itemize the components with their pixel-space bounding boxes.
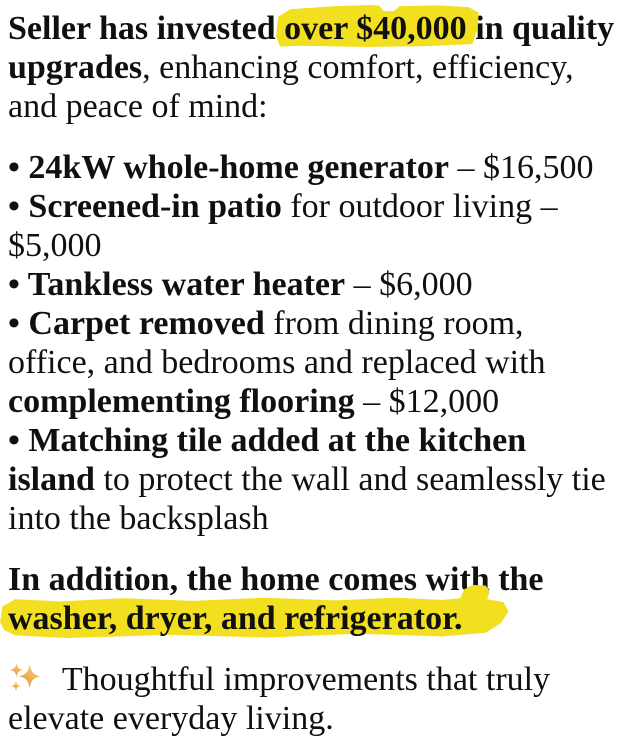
text-segment: complementing flooring	[8, 383, 355, 420]
text-segment: from dining room,	[264, 305, 524, 342]
text-segment: – $12,000	[354, 383, 500, 420]
text-segment: into the backsplash	[8, 500, 269, 537]
intro-paragraph	[8, 9, 624, 126]
text-segment: In addition, the home comes with the	[8, 561, 544, 598]
highlight-appliances: washer, dryer, and refrigerator.	[8, 600, 463, 637]
text-line	[8, 148, 624, 187]
text-line	[8, 48, 624, 87]
text-segment: • Carpet removed	[8, 305, 265, 342]
text-line	[8, 343, 624, 382]
text-line	[8, 599, 624, 638]
text-segment: Seller has invested	[8, 10, 285, 47]
text-segment: • Tankless water heater	[8, 266, 346, 303]
text-segment: in quality	[466, 10, 615, 47]
text-segment: , enhancing comfort, efficiency,	[142, 49, 574, 86]
upgrades-list	[8, 148, 624, 538]
text-segment: office, and bedrooms and replaced with	[8, 344, 546, 381]
text-line	[8, 382, 624, 421]
text-line	[8, 304, 624, 343]
text-segment: to protect the wall and seamlessly tie	[94, 461, 606, 498]
text-line	[8, 9, 624, 48]
text-line	[8, 87, 624, 126]
closing-paragraph	[8, 660, 624, 738]
sparkles-icon	[8, 661, 42, 695]
text-segment: • Matching tile added at the kitchen	[8, 422, 527, 459]
text-segment: • 24kW whole-home generator	[8, 149, 449, 186]
text-segment: upgrades	[8, 49, 143, 86]
text-line	[8, 560, 624, 599]
listing-description	[8, 9, 624, 738]
appliances-paragraph	[8, 560, 624, 638]
text-segment: – $6,000	[345, 266, 473, 303]
text-segment: • Screened-in patio	[8, 188, 282, 225]
text-line	[8, 460, 624, 499]
text-line	[8, 226, 624, 265]
text-line	[8, 699, 624, 738]
text-segment: Thoughtful improvements that truly	[61, 661, 551, 698]
text-segment: and peace of mind:	[8, 88, 268, 125]
text-line	[8, 421, 624, 460]
text-segment: elevate everyday living.	[8, 700, 334, 737]
text-line	[8, 187, 624, 226]
text-segment: for outdoor living –	[281, 188, 558, 225]
text-line	[8, 265, 624, 304]
text-line	[8, 499, 624, 538]
text-segment: island	[8, 461, 95, 498]
text-line	[8, 660, 624, 699]
text-segment: – $16,500	[448, 149, 594, 186]
text-segment: $5,000	[8, 227, 102, 264]
highlight-over-40000: over $40,000	[284, 10, 467, 47]
